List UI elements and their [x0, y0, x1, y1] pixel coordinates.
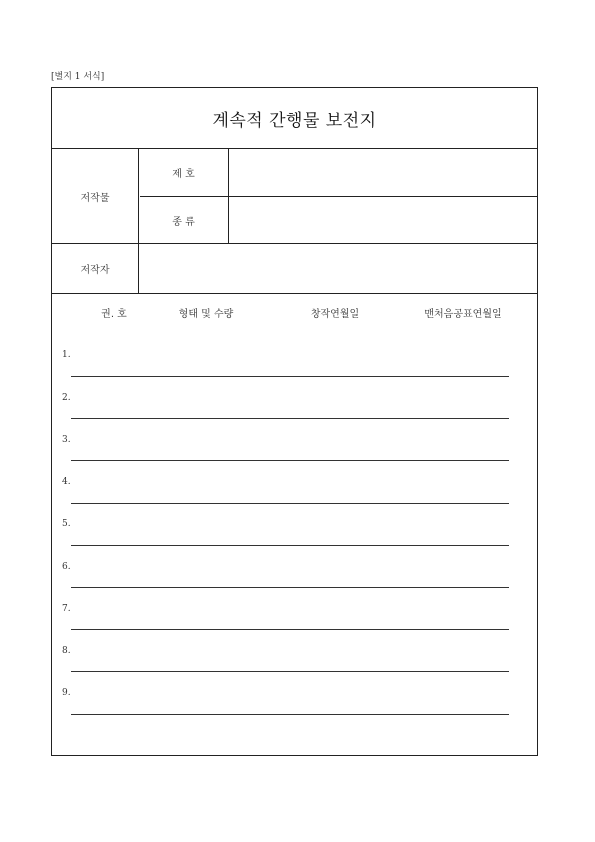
work-title-label: 제 호 — [172, 169, 195, 180]
row-number: 8. — [62, 646, 71, 656]
entry-line[interactable] — [71, 376, 509, 377]
row-number: 6. — [62, 562, 71, 572]
row-number: 2. — [62, 393, 71, 403]
row-number: 9. — [62, 688, 71, 698]
entry-line[interactable] — [71, 714, 509, 715]
form-title: 계속적 간행물 보전지 — [52, 88, 537, 149]
entry-line[interactable] — [71, 671, 509, 672]
divider — [52, 293, 537, 294]
entry-line[interactable] — [71, 460, 509, 461]
entry-line[interactable] — [71, 587, 509, 588]
work-type-label: 종 류 — [172, 216, 195, 228]
column-header-first-publication-date: 맨처음공표연월일 — [424, 309, 502, 320]
form-frame — [51, 87, 538, 756]
row-number: 3. — [62, 435, 71, 445]
column-header-format: 형태 및 수량 — [178, 309, 234, 320]
entry-line[interactable] — [71, 545, 509, 546]
work-type-field[interactable] — [229, 197, 538, 243]
row-number: 7. — [62, 604, 71, 614]
entry-line[interactable] — [71, 629, 509, 630]
author-field[interactable] — [139, 244, 538, 293]
work-label: 저작물 — [80, 192, 110, 204]
column-header-creation-date: 창작연월일 — [310, 309, 360, 320]
row-number: 5. — [62, 519, 71, 529]
entry-line[interactable] — [71, 503, 509, 504]
row-number: 4. — [62, 477, 71, 487]
row-number: 1. — [62, 350, 71, 360]
form-number-label: [별지 1 서식] — [51, 72, 105, 82]
author-label: 저작자 — [80, 265, 110, 276]
column-header-volume: 권. 호 — [101, 309, 127, 320]
entry-line[interactable] — [71, 418, 509, 419]
work-title-field[interactable] — [229, 149, 538, 196]
